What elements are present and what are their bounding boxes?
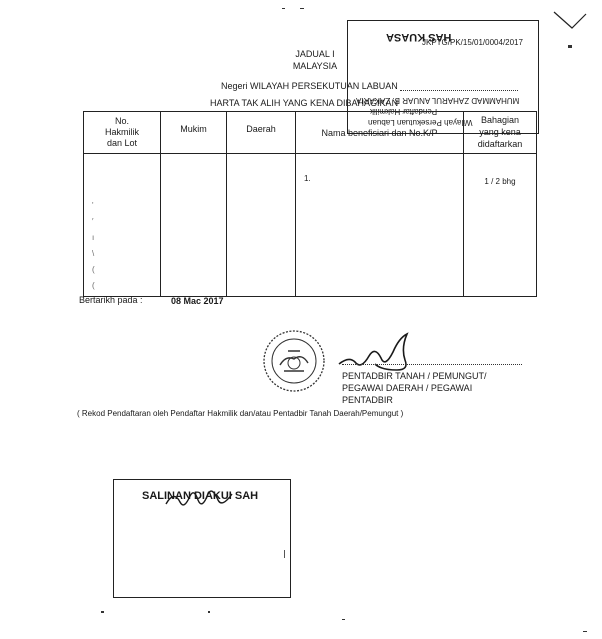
col-header-mukim: Mukim <box>161 112 227 154</box>
col-header-daerah: Daerah <box>227 112 296 154</box>
property-table <box>83 111 537 297</box>
property-line: HARTA TAK ALIH YANG KENA DIBAHAGIKAN <box>210 98 399 108</box>
record-note: ( Rekod Pendaftaran oleh Pendaftar Hakmilik dan/atau Pentadbir Tanah Daerah/Pemungut ) <box>77 409 404 418</box>
signature <box>335 330 425 376</box>
faint-marks: ' ′ ı \ ( ( <box>92 201 95 290</box>
col-header-title-lot: No. Hakmilik dan Lot <box>84 112 161 154</box>
cell-mukim <box>161 154 227 297</box>
cell-title-lot <box>84 154 161 297</box>
signatory-line-3: PENTADBIR <box>342 395 393 405</box>
scan-mark <box>282 8 285 9</box>
col-header-share: Bahagian yang kena didaftarkan <box>464 112 537 154</box>
stamp-title: HAS KUASA <box>386 31 452 43</box>
box-mark <box>284 550 285 558</box>
schedule-title: JADUAL I <box>295 49 335 59</box>
stamp-name: MUHAMMAD ZAHARUL ANUAR B. ZAKARIA <box>356 96 520 105</box>
official-seal <box>262 329 326 393</box>
scan-mark <box>342 619 345 620</box>
cell-share <box>464 154 537 297</box>
stamp-place: Wilayah Persekutuan Labuan <box>368 118 473 127</box>
date-value: 08 Mac 2017 <box>171 296 224 306</box>
scan-mark <box>583 631 587 632</box>
certified-copy-box <box>113 479 291 598</box>
corner-fold-mark <box>552 10 592 36</box>
table-header-row <box>84 112 537 154</box>
cell-beneficiary <box>296 154 464 297</box>
scan-mark <box>568 45 572 48</box>
state-line: Negeri WILAYAH PERSEKUTUAN LABUAN <box>221 81 398 91</box>
signatory-line-2: PEGAWAI DAERAH / PEGAWAI <box>342 383 473 393</box>
table-row <box>84 154 537 297</box>
stamp-role: Pendaftar Hakmilik <box>370 107 438 116</box>
country-title: MALAYSIA <box>292 61 338 71</box>
scan-mark <box>208 611 210 613</box>
certified-copy-title: SALINAN DIAKUI SAH <box>142 490 259 502</box>
scan-mark <box>300 8 304 9</box>
scan-mark <box>101 611 104 613</box>
cell-daerah <box>227 154 296 297</box>
signature-dotted-line <box>342 364 522 365</box>
row-number: 1. <box>304 174 311 183</box>
col-header-beneficiary: Nama benefisiari dan No.K/P <box>296 112 464 154</box>
signatory-line-1: PENTADBIR TANAH / PEMUNGUT/ <box>342 371 487 381</box>
certified-signature <box>162 486 242 512</box>
date-label: Bertarikh pada : <box>79 295 143 305</box>
stamp-ref-no: JKPTG/PK/15/01/0004/2017 <box>422 38 523 47</box>
share-value: 1 / 2 bhg <box>484 177 516 186</box>
